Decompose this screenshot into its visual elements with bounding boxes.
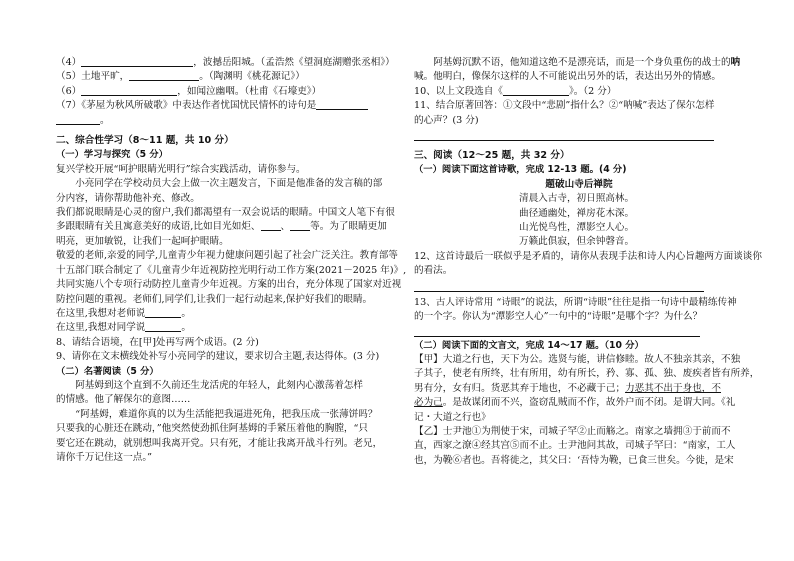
suggestion-teachers: 在这里,我想对老师说 。 — [56, 307, 191, 319]
paragraph-3-line4: 防控问题的重视。老师们,同学们,让我们一起行动起来,保护好我们的眼睛。 — [56, 293, 373, 305]
passage-a-line4: 必为己。是故谋闭而不兴，盗窃乱贼而不作，故外户而不闭。是谓大同。《礼 — [414, 397, 736, 409]
reading-paragraph-1: 阿基姆到这个直到不久前还生龙活虎的年轻人，此刻内心激荡着怎样 — [75, 379, 363, 391]
subsection-4-heading: （二）阅读下面的文言文，完成 14～17 题。（10 分） — [414, 339, 644, 351]
passage-a-line2: 子其子，使老有所终，壮有所用，幼有所长，矜、寡、孤、独、废疾者皆有所养， — [414, 368, 760, 380]
left-column — [56, 56, 407, 465]
paragraph-3-line2: 十五部门联合制定了《儿童青少年近视防控光明行动工作方案(2021－2025 年)》, — [56, 264, 407, 276]
answer-blank[interactable] — [145, 307, 181, 318]
underlined-sentence: 力恶其不出于身也，不 — [625, 382, 721, 394]
question-9: 9、请你在文末横线处补写小亮同学的建议，要求切合主题,表达得体。(3 分) — [56, 351, 380, 363]
answer-blank[interactable] — [261, 220, 281, 231]
reading-paragraph-2: “阿基姆，难道你真的以为生活能把我逼进死角，把我压成一张薄饼吗？ — [75, 408, 378, 420]
answer-blank[interactable] — [316, 99, 368, 110]
answer-blank[interactable] — [129, 70, 199, 81]
reading-paragraph-2-line3: 要它还在跳动，就别想叫我离开党。只有死，才能让我离开战斗行列。老兄， — [56, 437, 383, 449]
question-13: 13、古人评诗常用 “诗眼”的说法，所谓“诗眼”往往是指一句诗中最精练传神 — [414, 296, 737, 308]
question-6: （6） ，如闻泣幽咽。（杜甫《石壕吏》） — [56, 85, 322, 97]
question-5: （5）土地平旷， 。（陶渊明《桃花源记》） — [56, 71, 305, 83]
reading-paragraph-2-line4: 请你千万记住这一点。” — [56, 451, 153, 463]
underlined-sentence: 必为己 — [414, 397, 443, 409]
question-12-line2: 的看法。 — [414, 265, 453, 277]
section-2-heading: 二、综合性学习（8～11 题，共 10 分） — [56, 135, 234, 147]
answer-blank[interactable] — [290, 220, 310, 231]
question-13-line2: 的一个字。你认为“潭影空人心”一句中的“诗眼”是哪个字？为什么？ — [414, 311, 703, 323]
section-3-heading: 三、阅读（12～25 题，共 32 分） — [414, 150, 570, 162]
passage-b-line1: 【乙】士尹池①为荆使于宋，司城子罕②止而觞之。南家之墙拥③于前而不 — [414, 425, 731, 437]
reading-paragraph-3: 阿基姆沉默不语，他知道这绝不是漂亮话，而是一个身负重伤的战士的呐 — [433, 57, 741, 68]
answer-blank[interactable] — [145, 321, 181, 332]
intro-text: 复兴学校开展“呵护眼睛光明行”综合实践活动，请你参与。 — [56, 163, 306, 175]
reading-paragraph-3-line2: 喊。他明白，像保尔这样的人不可能说出另外的话，表达出另外的情感。 — [414, 71, 721, 83]
subsection-2-heading: （二）名著阅读（5 分） — [56, 365, 159, 377]
answer-blank[interactable] — [503, 85, 569, 96]
poem-title: 题破山寺后禅院 — [545, 178, 613, 190]
poem-line: 清晨入古寺，初日照高林。 — [519, 193, 635, 205]
suggestion-students: 在这里,我想对同学说 。 — [56, 322, 191, 334]
paragraph-3-line3: 共同实施八个专项行动防控儿童青少年近视。方案的出台，充分体现了国家对近视 — [56, 279, 402, 291]
paragraph-1: 小亮同学在学校动员大会上做一次主题发言，下面是他准备的发言稿的部 — [75, 178, 383, 190]
subsection-3-heading: （一）阅读下面这首诗歌，完成 12-13 题。(4 分) — [414, 164, 627, 176]
question-8: 8、请结合语境，在[甲]处再写两个成语。(2 分) — [56, 336, 259, 348]
poem-line: 万籁此俱寂，但余钟磬音。 — [519, 236, 635, 248]
passage-a-line1: 【甲】大道之行也，天下为公。选贤与能，讲信修睦。故人不独亲其亲，不独 — [414, 353, 741, 365]
question-7-line2: 。 — [56, 114, 386, 128]
question-12: 12、这首诗最后一联似乎是矛盾的，请你从表现手法和诗人内心旨趣两方面谈谈你 — [414, 250, 762, 262]
passage-a-line5: 记・大道之行也》 — [414, 411, 491, 423]
paragraph-2-line2: 多跟眼睛有关且寓意美好的成语,比如目光如炬、 、 等。为了眼睛更加 — [56, 221, 387, 233]
answer-blank[interactable] — [81, 85, 177, 96]
answer-line[interactable] — [414, 140, 714, 141]
subsection-1-heading: （一）学习与探究（5 分） — [56, 149, 168, 161]
poem-line: 曲径通幽处，禅房花木深。 — [519, 207, 635, 219]
question-4: （4） ，波撼岳阳城。（孟浩然《望洞庭湖赠张丞相》） — [56, 57, 395, 68]
answer-blank[interactable] — [56, 114, 100, 125]
question-10: 10、以上文段选自《 》。（2 分） — [414, 85, 617, 97]
right-column — [414, 56, 762, 468]
paragraph-2-line3: 明亮，更加敏锐，让我们一起呵护眼睛。 — [56, 235, 229, 247]
passage-b-line2: 直，西家之潦④经其宫⑤而不止。士尹池问其故，司城子罕曰：“南家，工人 — [414, 440, 736, 452]
paragraph-2: 我们都说眼睛是心灵的窗户,我们都渴望有一双会说话的眼睛。中国文人笔下有很 — [56, 207, 395, 219]
answer-blank[interactable] — [81, 56, 193, 67]
paragraph-3: 敬爱的老师,亲爱的同学,儿童青少年视力健康问题引起了社会广泛关注。教育部等 — [56, 250, 398, 262]
reading-paragraph-1-line2: 的情感。他了解保尔的意图…… — [56, 394, 191, 406]
passage-a-line3: 男有分，女有归。货恶其弃于地也，不必藏于己；力恶其不出于身也，不 — [414, 382, 721, 394]
question-11: 11、结合原著回答：①文段中“悲剧”指什么？②“呐喊”表达了保尔怎样 — [414, 100, 715, 112]
reading-paragraph-2-line2: 只要我的心脏还在跳动，”他突然使劲抓住阿基姆的手紧压着他的胸膛，“只 — [56, 423, 369, 435]
answer-line[interactable] — [414, 291, 704, 292]
question-11-line2: 的心声？(3 分) — [414, 114, 479, 126]
passage-b-line3: 也，为鞔⑥者也。吾将徙之，其父曰：‘吾恃为鞔，已食三世矣。今徙，是宋 — [414, 454, 734, 466]
question-7: （7）《茅屋为秋风所破歌》中表达作者忧国忧民情怀的诗句是 — [56, 99, 386, 113]
poem-line: 山光悦鸟性，潭影空人心。 — [519, 222, 635, 234]
answer-line[interactable] — [414, 336, 700, 337]
paragraph-1-line2: 分内容，请你帮助他补充、修改。 — [56, 192, 200, 204]
